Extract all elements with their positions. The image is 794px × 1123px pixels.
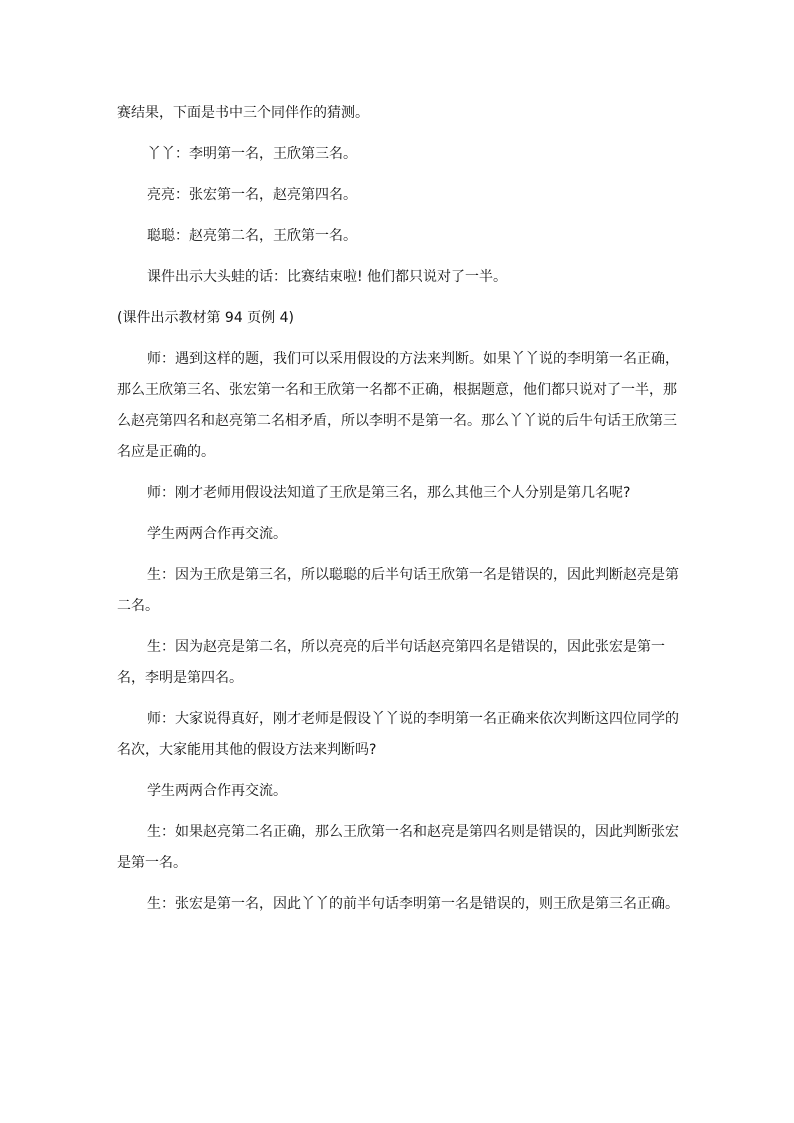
paragraph-15: 生：张宏是第一名，因此丫丫的前半句话李明第一名是错误的，则王欣是第三名正确。 (147, 896, 679, 912)
paragraph-11: 生：因为赵亮是第二名，所以亮亮的后半句话赵亮第四名是错误的，因此张宏是第一名，李明是第四名。 (117, 639, 665, 686)
paragraph-12: 师：大家说得真好，刚才老师是假设丫丫说的李明第一名正确来依次判断这四位同学的名次，大家能用其他的假设方法来判断吗? (117, 711, 679, 758)
paragraph-3: 亮亮：张宏第一名，赵亮第四名。 (147, 187, 357, 203)
paragraph-5: 课件出示大头蛙的话：比赛结束啦! 他们都只说对了一半。 (147, 269, 508, 285)
paragraph-14: 生：如果赵亮第二名正确，那么王欣第一名和赵亮是第四名则是错误的，因此判断张宏是第一名。 (117, 824, 679, 871)
paragraph-9: 学生两两合作再交流。 (147, 526, 287, 542)
document-body (117, 98, 679, 930)
paragraph-13: 学生两两合作再交流。 (147, 783, 287, 799)
paragraph-2: 丫丫：李明第一名，王欣第三名。 (147, 146, 357, 162)
paragraph-10: 生：因为王欣是第三名，所以聪聪的后半句话王欣第一名是错误的，因此判断赵亮是第二名。 (117, 567, 679, 614)
paragraph-4: 聪聪：赵亮第二名，王欣第一名。 (147, 228, 357, 244)
paragraph-7: 师：遇到这样的题，我们可以采用假设的方法来判断。如果丫丫说的李明第一名正确，那么王欣第三名、张宏第一名和王欣第一名都不正确，根据题意，他们都只说对了一半，那么赵亮第四名和赵亮第二名相矛盾，所以李明不是第一名。那么丫丫说的后牛句话王欣第三名应是正确的。 (117, 351, 679, 460)
paragraph-8: 师：刚才老师用假设法知道了王欣是第三名，那么其他三个人分别是第几名呢? (147, 485, 631, 501)
paragraph-1: 赛结果，下面是书中三个同伴作的猜测。 (117, 105, 369, 121)
paragraph-6: (课件出示教材第 94 页例 4) (117, 310, 294, 326)
